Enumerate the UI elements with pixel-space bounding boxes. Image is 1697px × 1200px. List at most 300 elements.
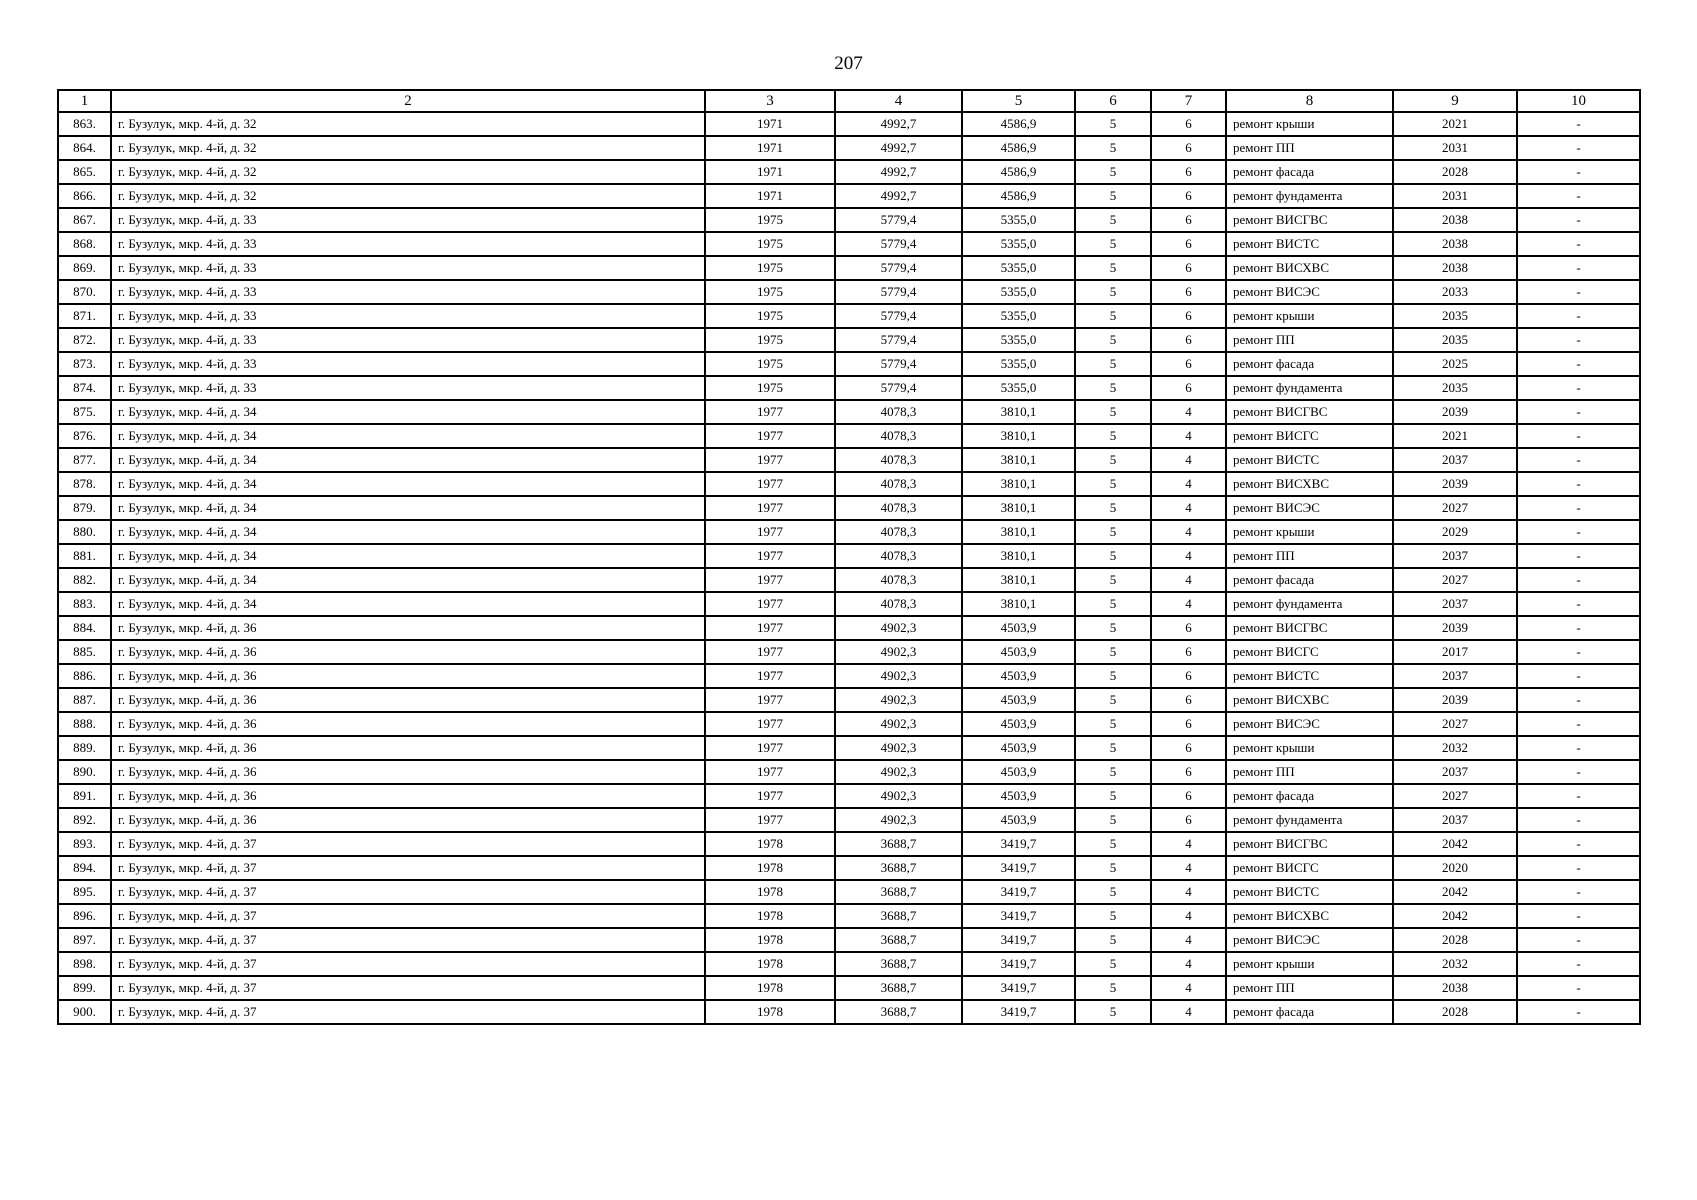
cell-total-area: 4902,3 [835, 808, 962, 832]
cell-floors: 5 [1075, 112, 1151, 136]
cell-planned-year: 2038 [1393, 976, 1517, 1000]
cell-address: г. Бузулук, мкр. 4-й, д. 37 [111, 904, 705, 928]
cell-row-number: 864. [58, 136, 111, 160]
cell-address: г. Бузулук, мкр. 4-й, д. 37 [111, 856, 705, 880]
cell-work-type: ремонт фундамента [1226, 592, 1393, 616]
cell-living-area: 3419,7 [962, 952, 1075, 976]
cell-entrances: 6 [1151, 376, 1226, 400]
cell-entrances: 6 [1151, 208, 1226, 232]
cell-entrances: 6 [1151, 784, 1226, 808]
cell-year-built: 1975 [705, 256, 835, 280]
cell-total-area: 3688,7 [835, 1000, 962, 1024]
cell-note: - [1517, 688, 1640, 712]
table-row [58, 400, 1640, 424]
cell-address: г. Бузулук, мкр. 4-й, д. 36 [111, 616, 705, 640]
cell-note: - [1517, 544, 1640, 568]
cell-work-type: ремонт крыши [1226, 112, 1393, 136]
cell-floors: 5 [1075, 760, 1151, 784]
cell-living-area: 3810,1 [962, 424, 1075, 448]
cell-living-area: 3419,7 [962, 856, 1075, 880]
table-row [58, 760, 1640, 784]
cell-row-number: 877. [58, 448, 111, 472]
column-header: 3 [705, 90, 835, 112]
table-row [58, 472, 1640, 496]
cell-floors: 5 [1075, 208, 1151, 232]
cell-living-area: 5355,0 [962, 256, 1075, 280]
cell-note: - [1517, 880, 1640, 904]
cell-planned-year: 2027 [1393, 496, 1517, 520]
cell-year-built: 1977 [705, 400, 835, 424]
cell-row-number: 885. [58, 640, 111, 664]
cell-year-built: 1977 [705, 544, 835, 568]
cell-year-built: 1971 [705, 136, 835, 160]
cell-work-type: ремонт ВИСТС [1226, 664, 1393, 688]
cell-living-area: 3810,1 [962, 592, 1075, 616]
cell-note: - [1517, 352, 1640, 376]
cell-address: г. Бузулук, мкр. 4-й, д. 37 [111, 952, 705, 976]
cell-year-built: 1975 [705, 352, 835, 376]
cell-entrances: 6 [1151, 136, 1226, 160]
cell-living-area: 4503,9 [962, 688, 1075, 712]
cell-planned-year: 2037 [1393, 760, 1517, 784]
cell-year-built: 1975 [705, 280, 835, 304]
cell-work-type: ремонт фасада [1226, 160, 1393, 184]
table-row [58, 256, 1640, 280]
cell-year-built: 1977 [705, 808, 835, 832]
cell-entrances: 4 [1151, 520, 1226, 544]
table-row [58, 664, 1640, 688]
cell-total-area: 5779,4 [835, 280, 962, 304]
cell-planned-year: 2031 [1393, 184, 1517, 208]
cell-planned-year: 2027 [1393, 784, 1517, 808]
cell-year-built: 1977 [705, 688, 835, 712]
cell-row-number: 873. [58, 352, 111, 376]
cell-living-area: 3419,7 [962, 832, 1075, 856]
cell-address: г. Бузулук, мкр. 4-й, д. 32 [111, 136, 705, 160]
cell-year-built: 1977 [705, 592, 835, 616]
cell-floors: 5 [1075, 328, 1151, 352]
cell-planned-year: 2020 [1393, 856, 1517, 880]
cell-planned-year: 2037 [1393, 808, 1517, 832]
cell-year-built: 1978 [705, 856, 835, 880]
cell-planned-year: 2021 [1393, 112, 1517, 136]
cell-living-area: 3810,1 [962, 568, 1075, 592]
cell-note: - [1517, 568, 1640, 592]
cell-year-built: 1978 [705, 976, 835, 1000]
cell-floors: 5 [1075, 352, 1151, 376]
cell-total-area: 5779,4 [835, 232, 962, 256]
cell-address: г. Бузулук, мкр. 4-й, д. 36 [111, 640, 705, 664]
cell-row-number: 888. [58, 712, 111, 736]
cell-floors: 5 [1075, 160, 1151, 184]
cell-total-area: 3688,7 [835, 880, 962, 904]
cell-total-area: 4992,7 [835, 184, 962, 208]
table-row [58, 112, 1640, 136]
cell-note: - [1517, 640, 1640, 664]
table-row [58, 208, 1640, 232]
cell-address: г. Бузулук, мкр. 4-й, д. 36 [111, 688, 705, 712]
cell-note: - [1517, 112, 1640, 136]
cell-note: - [1517, 448, 1640, 472]
cell-note: - [1517, 376, 1640, 400]
cell-address: г. Бузулук, мкр. 4-й, д. 37 [111, 832, 705, 856]
cell-planned-year: 2038 [1393, 232, 1517, 256]
cell-living-area: 3810,1 [962, 472, 1075, 496]
cell-entrances: 4 [1151, 496, 1226, 520]
table-row [58, 736, 1640, 760]
cell-address: г. Бузулук, мкр. 4-й, д. 33 [111, 376, 705, 400]
cell-floors: 5 [1075, 880, 1151, 904]
table-row [58, 352, 1640, 376]
cell-total-area: 4078,3 [835, 400, 962, 424]
cell-year-built: 1977 [705, 568, 835, 592]
cell-note: - [1517, 1000, 1640, 1024]
cell-work-type: ремонт ВИСГС [1226, 640, 1393, 664]
cell-work-type: ремонт фундамента [1226, 376, 1393, 400]
cell-address: г. Бузулук, мкр. 4-й, д. 34 [111, 544, 705, 568]
cell-entrances: 4 [1151, 568, 1226, 592]
cell-row-number: 890. [58, 760, 111, 784]
cell-living-area: 3419,7 [962, 928, 1075, 952]
column-header: 10 [1517, 90, 1640, 112]
cell-note: - [1517, 256, 1640, 280]
table-row [58, 496, 1640, 520]
repair-schedule-table [57, 89, 1641, 1025]
cell-year-built: 1971 [705, 184, 835, 208]
cell-living-area: 5355,0 [962, 208, 1075, 232]
cell-total-area: 3688,7 [835, 832, 962, 856]
cell-row-number: 868. [58, 232, 111, 256]
cell-total-area: 4992,7 [835, 136, 962, 160]
cell-address: г. Бузулук, мкр. 4-й, д. 34 [111, 424, 705, 448]
cell-planned-year: 2039 [1393, 616, 1517, 640]
cell-floors: 5 [1075, 544, 1151, 568]
cell-entrances: 6 [1151, 256, 1226, 280]
cell-entrances: 6 [1151, 160, 1226, 184]
column-header: 5 [962, 90, 1075, 112]
cell-year-built: 1977 [705, 424, 835, 448]
cell-entrances: 4 [1151, 424, 1226, 448]
cell-living-area: 4503,9 [962, 664, 1075, 688]
cell-floors: 5 [1075, 784, 1151, 808]
cell-living-area: 4503,9 [962, 736, 1075, 760]
cell-living-area: 4586,9 [962, 184, 1075, 208]
cell-total-area: 5779,4 [835, 304, 962, 328]
cell-year-built: 1977 [705, 616, 835, 640]
cell-floors: 5 [1075, 136, 1151, 160]
cell-year-built: 1978 [705, 928, 835, 952]
cell-note: - [1517, 280, 1640, 304]
cell-note: - [1517, 952, 1640, 976]
table-row [58, 784, 1640, 808]
column-header: 1 [58, 90, 111, 112]
cell-total-area: 4078,3 [835, 448, 962, 472]
cell-total-area: 4902,3 [835, 640, 962, 664]
table-row [58, 904, 1640, 928]
cell-year-built: 1977 [705, 472, 835, 496]
cell-planned-year: 2028 [1393, 928, 1517, 952]
cell-row-number: 882. [58, 568, 111, 592]
cell-living-area: 5355,0 [962, 232, 1075, 256]
cell-planned-year: 2031 [1393, 136, 1517, 160]
cell-total-area: 5779,4 [835, 208, 962, 232]
cell-row-number: 863. [58, 112, 111, 136]
cell-note: - [1517, 856, 1640, 880]
column-header: 4 [835, 90, 962, 112]
cell-address: г. Бузулук, мкр. 4-й, д. 34 [111, 592, 705, 616]
cell-work-type: ремонт ВИСТС [1226, 232, 1393, 256]
cell-year-built: 1978 [705, 832, 835, 856]
cell-work-type: ремонт ВИСГС [1226, 856, 1393, 880]
cell-planned-year: 2042 [1393, 904, 1517, 928]
cell-planned-year: 2037 [1393, 544, 1517, 568]
cell-work-type: ремонт ВИСЭС [1226, 280, 1393, 304]
cell-planned-year: 2027 [1393, 712, 1517, 736]
cell-address: г. Бузулук, мкр. 4-й, д. 34 [111, 472, 705, 496]
cell-entrances: 6 [1151, 112, 1226, 136]
table-row [58, 376, 1640, 400]
cell-note: - [1517, 400, 1640, 424]
cell-entrances: 6 [1151, 616, 1226, 640]
cell-address: г. Бузулук, мкр. 4-й, д. 36 [111, 712, 705, 736]
cell-entrances: 4 [1151, 592, 1226, 616]
cell-year-built: 1971 [705, 160, 835, 184]
cell-note: - [1517, 616, 1640, 640]
cell-living-area: 4503,9 [962, 640, 1075, 664]
cell-row-number: 869. [58, 256, 111, 280]
cell-floors: 5 [1075, 184, 1151, 208]
cell-entrances: 4 [1151, 928, 1226, 952]
cell-total-area: 4902,3 [835, 712, 962, 736]
table-header-row [58, 90, 1640, 112]
page-number: 207 [834, 53, 863, 74]
cell-work-type: ремонт ПП [1226, 976, 1393, 1000]
cell-total-area: 5779,4 [835, 376, 962, 400]
cell-entrances: 6 [1151, 232, 1226, 256]
cell-row-number: 881. [58, 544, 111, 568]
cell-total-area: 4078,3 [835, 592, 962, 616]
cell-entrances: 6 [1151, 808, 1226, 832]
cell-row-number: 866. [58, 184, 111, 208]
cell-year-built: 1975 [705, 232, 835, 256]
cell-year-built: 1977 [705, 520, 835, 544]
column-header: 2 [111, 90, 705, 112]
cell-work-type: ремонт ПП [1226, 760, 1393, 784]
cell-entrances: 4 [1151, 976, 1226, 1000]
cell-note: - [1517, 976, 1640, 1000]
cell-total-area: 5779,4 [835, 352, 962, 376]
cell-floors: 5 [1075, 472, 1151, 496]
table-row [58, 304, 1640, 328]
cell-work-type: ремонт крыши [1226, 520, 1393, 544]
cell-floors: 5 [1075, 688, 1151, 712]
cell-planned-year: 2037 [1393, 592, 1517, 616]
cell-row-number: 880. [58, 520, 111, 544]
cell-note: - [1517, 760, 1640, 784]
cell-total-area: 4992,7 [835, 112, 962, 136]
cell-living-area: 3810,1 [962, 400, 1075, 424]
table-row [58, 976, 1640, 1000]
cell-living-area: 4586,9 [962, 112, 1075, 136]
cell-floors: 5 [1075, 904, 1151, 928]
cell-entrances: 6 [1151, 184, 1226, 208]
cell-total-area: 4078,3 [835, 472, 962, 496]
cell-planned-year: 2038 [1393, 256, 1517, 280]
cell-row-number: 892. [58, 808, 111, 832]
cell-planned-year: 2035 [1393, 376, 1517, 400]
cell-living-area: 3810,1 [962, 520, 1075, 544]
cell-address: г. Бузулук, мкр. 4-й, д. 34 [111, 400, 705, 424]
table-row [58, 856, 1640, 880]
table-row [58, 808, 1640, 832]
cell-total-area: 5779,4 [835, 256, 962, 280]
cell-floors: 5 [1075, 640, 1151, 664]
cell-work-type: ремонт ВИСГВС [1226, 400, 1393, 424]
cell-year-built: 1975 [705, 328, 835, 352]
table-row [58, 136, 1640, 160]
cell-work-type: ремонт ВИСХВС [1226, 472, 1393, 496]
table-row [58, 184, 1640, 208]
cell-living-area: 5355,0 [962, 328, 1075, 352]
cell-planned-year: 2037 [1393, 448, 1517, 472]
cell-row-number: 894. [58, 856, 111, 880]
cell-year-built: 1978 [705, 904, 835, 928]
cell-entrances: 6 [1151, 304, 1226, 328]
cell-row-number: 867. [58, 208, 111, 232]
cell-entrances: 6 [1151, 664, 1226, 688]
cell-work-type: ремонт крыши [1226, 304, 1393, 328]
table-row [58, 712, 1640, 736]
cell-planned-year: 2042 [1393, 880, 1517, 904]
cell-entrances: 6 [1151, 640, 1226, 664]
cell-planned-year: 2032 [1393, 952, 1517, 976]
cell-entrances: 4 [1151, 448, 1226, 472]
cell-living-area: 3810,1 [962, 544, 1075, 568]
cell-work-type: ремонт фасада [1226, 352, 1393, 376]
cell-total-area: 4902,3 [835, 736, 962, 760]
cell-total-area: 4078,3 [835, 424, 962, 448]
cell-planned-year: 2035 [1393, 328, 1517, 352]
cell-address: г. Бузулук, мкр. 4-й, д. 34 [111, 496, 705, 520]
cell-entrances: 6 [1151, 328, 1226, 352]
table-row [58, 616, 1640, 640]
cell-total-area: 4992,7 [835, 160, 962, 184]
cell-work-type: ремонт ВИСГВС [1226, 832, 1393, 856]
cell-planned-year: 2042 [1393, 832, 1517, 856]
cell-work-type: ремонт ВИСХВС [1226, 256, 1393, 280]
cell-floors: 5 [1075, 856, 1151, 880]
table-row [58, 928, 1640, 952]
cell-note: - [1517, 592, 1640, 616]
cell-address: г. Бузулук, мкр. 4-й, д. 34 [111, 568, 705, 592]
cell-address: г. Бузулук, мкр. 4-й, д. 34 [111, 520, 705, 544]
cell-living-area: 4503,9 [962, 808, 1075, 832]
cell-entrances: 6 [1151, 736, 1226, 760]
cell-entrances: 6 [1151, 760, 1226, 784]
cell-note: - [1517, 232, 1640, 256]
cell-planned-year: 2025 [1393, 352, 1517, 376]
cell-entrances: 6 [1151, 712, 1226, 736]
cell-year-built: 1977 [705, 640, 835, 664]
cell-note: - [1517, 928, 1640, 952]
cell-address: г. Бузулук, мкр. 4-й, д. 36 [111, 784, 705, 808]
cell-address: г. Бузулук, мкр. 4-й, д. 33 [111, 208, 705, 232]
cell-year-built: 1977 [705, 784, 835, 808]
cell-living-area: 3419,7 [962, 904, 1075, 928]
cell-entrances: 4 [1151, 544, 1226, 568]
cell-planned-year: 2032 [1393, 736, 1517, 760]
cell-note: - [1517, 496, 1640, 520]
cell-living-area: 5355,0 [962, 352, 1075, 376]
column-header: 6 [1075, 90, 1151, 112]
cell-row-number: 891. [58, 784, 111, 808]
cell-living-area: 3810,1 [962, 496, 1075, 520]
cell-note: - [1517, 784, 1640, 808]
cell-entrances: 4 [1151, 832, 1226, 856]
cell-floors: 5 [1075, 616, 1151, 640]
table-row [58, 232, 1640, 256]
cell-address: г. Бузулук, мкр. 4-й, д. 32 [111, 112, 705, 136]
cell-work-type: ремонт ВИСГВС [1226, 208, 1393, 232]
cell-entrances: 6 [1151, 688, 1226, 712]
cell-work-type: ремонт ВИСЭС [1226, 496, 1393, 520]
cell-total-area: 4902,3 [835, 784, 962, 808]
cell-living-area: 3419,7 [962, 1000, 1075, 1024]
cell-total-area: 3688,7 [835, 928, 962, 952]
cell-living-area: 4503,9 [962, 712, 1075, 736]
cell-floors: 5 [1075, 664, 1151, 688]
cell-work-type: ремонт ВИСТС [1226, 880, 1393, 904]
cell-work-type: ремонт ВИСХВС [1226, 904, 1393, 928]
cell-total-area: 3688,7 [835, 856, 962, 880]
cell-total-area: 3688,7 [835, 976, 962, 1000]
cell-floors: 5 [1075, 592, 1151, 616]
cell-work-type: ремонт крыши [1226, 736, 1393, 760]
cell-note: - [1517, 832, 1640, 856]
cell-note: - [1517, 664, 1640, 688]
table-row [58, 880, 1640, 904]
cell-planned-year: 2039 [1393, 400, 1517, 424]
cell-planned-year: 2029 [1393, 520, 1517, 544]
cell-floors: 5 [1075, 832, 1151, 856]
cell-work-type: ремонт ВИСЭС [1226, 928, 1393, 952]
cell-floors: 5 [1075, 256, 1151, 280]
cell-address: г. Бузулук, мкр. 4-й, д. 37 [111, 928, 705, 952]
cell-living-area: 3419,7 [962, 880, 1075, 904]
cell-row-number: 897. [58, 928, 111, 952]
cell-entrances: 4 [1151, 904, 1226, 928]
cell-floors: 5 [1075, 952, 1151, 976]
cell-floors: 5 [1075, 400, 1151, 424]
cell-note: - [1517, 136, 1640, 160]
cell-total-area: 4078,3 [835, 520, 962, 544]
cell-address: г. Бузулук, мкр. 4-й, д. 37 [111, 1000, 705, 1024]
cell-planned-year: 2027 [1393, 568, 1517, 592]
column-header: 8 [1226, 90, 1393, 112]
cell-living-area: 3419,7 [962, 976, 1075, 1000]
cell-entrances: 4 [1151, 880, 1226, 904]
cell-row-number: 874. [58, 376, 111, 400]
cell-living-area: 5355,0 [962, 304, 1075, 328]
cell-total-area: 3688,7 [835, 904, 962, 928]
cell-living-area: 4503,9 [962, 616, 1075, 640]
cell-total-area: 4078,3 [835, 496, 962, 520]
table-row [58, 568, 1640, 592]
cell-work-type: ремонт ПП [1226, 328, 1393, 352]
cell-total-area: 4902,3 [835, 760, 962, 784]
cell-work-type: ремонт фундамента [1226, 184, 1393, 208]
cell-planned-year: 2021 [1393, 424, 1517, 448]
